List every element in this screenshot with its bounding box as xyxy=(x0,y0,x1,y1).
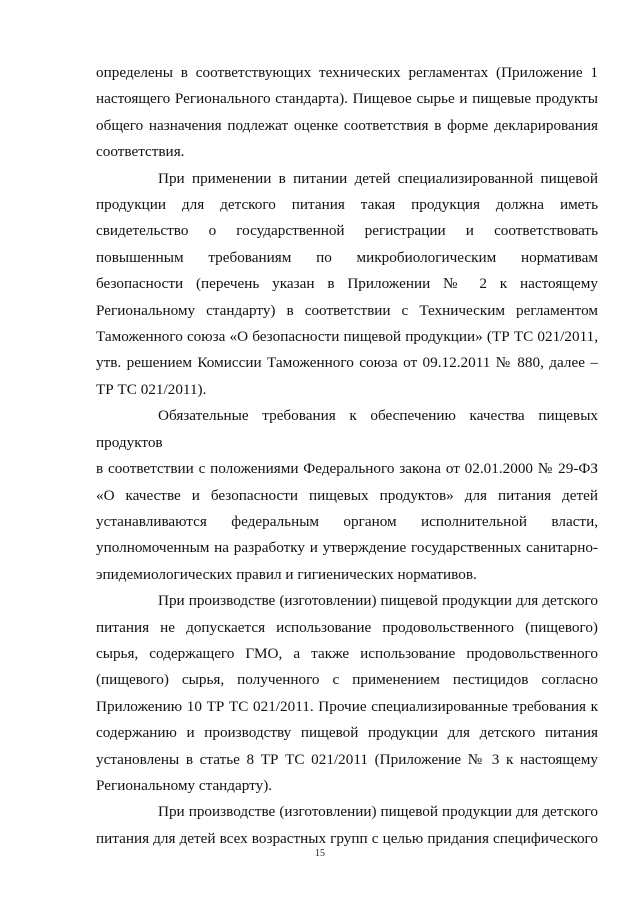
text-line: Приложению 10 ТР ТС 021/2011. Прочие специализированные требования к xyxy=(96,697,598,715)
text-line: питания для детей всех возрастных групп с целью придания специфического xyxy=(96,829,598,847)
text-line: свидетельство о государственной регистрации и соответствовать xyxy=(96,222,598,240)
text-line: ТР ТС 021/2011). xyxy=(96,380,207,398)
text-line: При применении в питании детей специализированной пищевой xyxy=(158,169,598,187)
text-line: При производстве (изготовлении) пищевой продукции для детского xyxy=(158,803,598,821)
text-line: содержанию и производству пищевой продукции для детского питания xyxy=(96,724,598,742)
text-line: настоящего Регионального стандарта). Пищевое сырье и пищевые продукты xyxy=(96,90,598,108)
text-line: (пищевого) сырья, полученного с применением пестицидов согласно xyxy=(96,671,598,689)
text-line: в соответствии с положениями Федерального закона от 02.01.2000 № 29-ФЗ xyxy=(96,460,598,478)
text-line: Таможенного союза «О безопасности пищевой продукции» (ТР ТС 021/2011, xyxy=(96,328,598,346)
text-line: соответствия. xyxy=(96,143,185,161)
text-line: установлены в статье 8 ТР ТС 021/2011 (Приложение № 3 к настоящему xyxy=(96,750,598,768)
text-line: «О качестве и безопасности пищевых продуктов» для питания детей xyxy=(96,486,598,504)
paragraph-2 xyxy=(96,166,598,404)
text-line: Обязательные требования к обеспечению качества пищевых продуктов xyxy=(96,407,598,451)
paragraph-4 xyxy=(96,588,598,799)
text-line: определены в соответствующих технических регламентах (Приложение 1 xyxy=(96,64,598,81)
text-line: уполномоченным на разработку и утверждение государственных санитарно- xyxy=(96,539,598,557)
text-line: утв. решением Комиссии Таможенного союза от 09.12.2011 № 880, далее – xyxy=(96,354,598,372)
text-line: общего назначения подлежат оценке соответствия в форме декларирования xyxy=(96,116,598,134)
text-line: продукции для детского питания такая продукция должна иметь xyxy=(96,196,598,214)
paragraph-3 xyxy=(96,403,598,588)
text-line: питания не допускается использование продовольственного (пищевого) xyxy=(96,618,598,636)
paragraph-1 xyxy=(96,60,598,166)
page-number: 15 xyxy=(315,848,325,859)
text-line: эпидемиологических правил и гигиенических нормативов. xyxy=(96,565,477,583)
text-line: сырья, содержащего ГМО, а также использование продовольственного xyxy=(96,644,598,662)
text-line: повышенным требованиям по микробиологическим нормативам xyxy=(96,248,598,266)
text-line: устанавливаются федеральным органом исполнительной власти, xyxy=(96,512,598,530)
text-line: Региональному стандарту). xyxy=(96,776,273,794)
text-line: Региональному стандарту) в соответствии с Техническим регламентом xyxy=(96,301,598,319)
text-line: безопасности (перечень указан в Приложении № 2 к настоящему xyxy=(96,275,598,293)
document-body xyxy=(96,60,598,852)
paragraph-5 xyxy=(96,799,598,852)
text-line: При производстве (изготовлении) пищевой продукции для детского xyxy=(158,592,598,610)
